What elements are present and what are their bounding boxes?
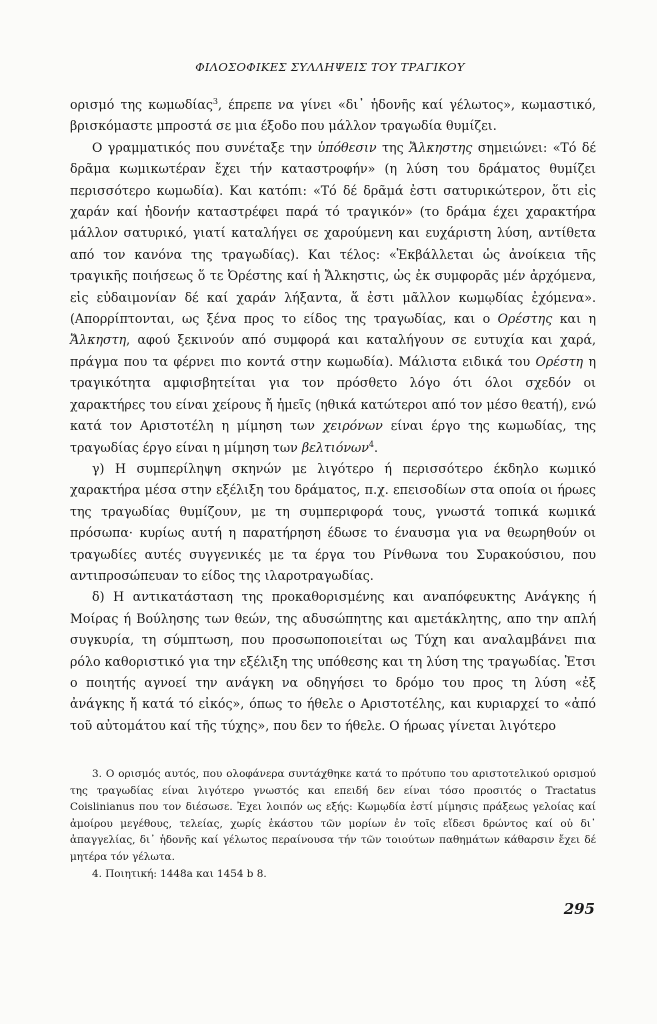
footnote: 4. Ποιητική: 1448a και 1454 b 8.: [92, 867, 267, 880]
text-run: γ) Η συμπερίληψη σκηνών με λιγότερο ή περισσότερο έκδηλο κωμικό χαρακτήρα μέσα στην εξέλιξη του δράματος, π.χ. επεισοδίων στα οποία οι ήρωες της τραγωδίας θυμίζουν, με τη συμπεριφορά τους, γνωστά τοπικά κωμικά πρόσωπα· κυρίως αυτή η παρατήρηση έδωσε το έναυσμα για να θεωρηθούν οι τραγωδίες αυτές συγγενικές με τα έργα του Ρίνθωνα του Συρακούσιου, που αντιπροσώπευαν το είδος της ιλαροτραγωδίας.: [70, 460, 596, 583]
italic-text: Ορέστης: [497, 311, 553, 327]
text-run: της: [376, 139, 410, 155]
page-number: 295: [563, 900, 595, 918]
footnote: 3. Ο ορισμός αυτός, που ολοφάνερα συντάχθηκε κατά το πρότυπο του αριστοτελικού ορισμού της τραγωδίας είναι λιγότερο γνωστός και επειδή δεν είναι τόσο προσιτός ο Tractatus Coislinianus που τον διέσωσε. Ἐχει λοιπόν ως εξής: Κωμῳδία ἐστί μίμησις πράξεως γελοίας καί ἀμοίρου μεγέθους, τελείας, χωρίς ἑκάστου τῶν μορίων ἐν τοῖς εἴδεσι δρώντος καί οὐ δι᾽ ἀπαγγελίας, δι᾽ ἡδονῆς καί γέλωτος περαίνουσα τήν τῶν τοιούτων παθημάτων κάθαρσιν ἔχει δέ μητέρα τόν γέλωτα.: [70, 768, 596, 863]
italic-text: βελτιόνων: [301, 439, 369, 455]
body-paragraph: [70, 137, 596, 458]
text-run: .: [374, 439, 379, 455]
footnotes: [70, 766, 596, 882]
italic-text: Ἄλκηστης: [409, 139, 473, 155]
footnote-ref: 4: [368, 439, 374, 449]
text-run: και η: [552, 311, 596, 327]
text-run: Ο γραμματικός που συνέταξε την: [92, 139, 318, 155]
text-run: ορισμό της κωμωδίας: [70, 97, 213, 112]
running-head: ΦΙΛΟΣΟΦΙΚΕΣ ΣΥΛΛΗΨΕΙΣ ΤΟΥ ΤΡΑΓΙΚΟΥ: [195, 60, 465, 74]
text-run: , έπρεπε να γίνει «δι᾽ ἡδονῆς καί γέλωτος», κωμαστικό, βρισκόμαστε μπροστά σε μια έξοδο που μάλλον τραγωδία θυμίζει.: [70, 97, 596, 134]
text-run: σημειώνει: «Τό δέ δρᾶμα κωμικωτέραν ἔχει τήν καταστροφήν» (η λύση του δράματος θυμίζει περισσότερο κωμωδία). Και κατόπι: «Τό δέ δρᾶμά ἐστι σατυρικώτερον, ὅτι εἰς χαράν καί ἡδονήν καταστρέφει παρά τό τραγικόν» (το δράμα έχει χαρακτήρα μάλλον σατυρικό, γιατί καταλήγει σε χαρούμενη και ευχάριστη λύση, αντίθετα από τον κανόνα της τραγωδίας). Και τέλος: «Ἐκβάλλεται ὡς ἀνοίκεια τῆς τραγικῆς ποιήσεως ὅ τε Ὀρέστης καί ἡ Ἄλκηστις, ὡς ἐκ συμφορᾶς μέν ἀρχόμενα, εἰς εὐδαιμονίαν δέ καί χαράν λήξαντα, ἅ ἐστι μᾶλλον κωμῳδίας ἐχόμενα». (Απορρίπτονται, ως ξένα προς το είδος της τραγωδίας, και ο: [70, 139, 596, 327]
body-text: [70, 94, 596, 736]
text-run: , αφού ξεκινούν από συμφορά και καταλήγουν σε ευτυχία και χαρά, πράγμα που τα φέρνει πιο κοντά στην κωμωδία). Μάλιστα ειδικά του: [70, 332, 596, 369]
italic-text: χειρόνων: [322, 418, 383, 434]
text-run: είναι έργο της κωμωδίας, της τραγωδίας έργο είναι η μίμηση των: [70, 418, 597, 455]
body-paragraph: [70, 458, 596, 586]
body-paragraph: [70, 94, 596, 137]
text-run: δ) Η αντικατάσταση της προκαθορισμένης και αναπόφευκτης Ανάγκης ή Μοίρας ή Βούλησης των θεών, της αδυσώπητης και αμετάκλητης, απο την απλή συγκυρία, τη σύμπτωση, που προσωποποιείται ως Τύχη και αναλαμβάνει πια ρόλο καθοριστικό για την εξέλιξη της υπόθεσης και τη λύση της τραγωδίας. Ἐτσι ο ποιητής αγνοεί την ανάγκη να οδηγήσει το δρόμο του προς τη λύση «ἐξ ἀνάγκης ἤ κατά τό εἰκός», όπως το ήθελε ο Αριστοτέλης, και κυριαρχεί το «ἀπό τοῦ αὐτομάτου καί τῆς τύχης», που δεν το ήθελε. Ο ήρωας γίνεται λιγότερο: [70, 589, 596, 733]
text-run: η τραγικότητα αμφισβητείται για τον πρόσθετο λόγο ότι όλοι σχεδόν οι χαρακτήρες του είναι χείρους ἤ ἡμεῖς (ηθικά κατώτεροι από τον μέσο θεατή), ενώ κατά τον Αριστοτέλη η μίμηση των: [70, 353, 596, 434]
footnote-ref: 3: [212, 96, 218, 106]
body-paragraph: [70, 586, 596, 736]
italic-text: Ἄλκηστη: [70, 332, 127, 348]
italic-text: Ορέστη: [535, 353, 584, 369]
italic-text: ὑπόθεσιν: [317, 139, 377, 155]
